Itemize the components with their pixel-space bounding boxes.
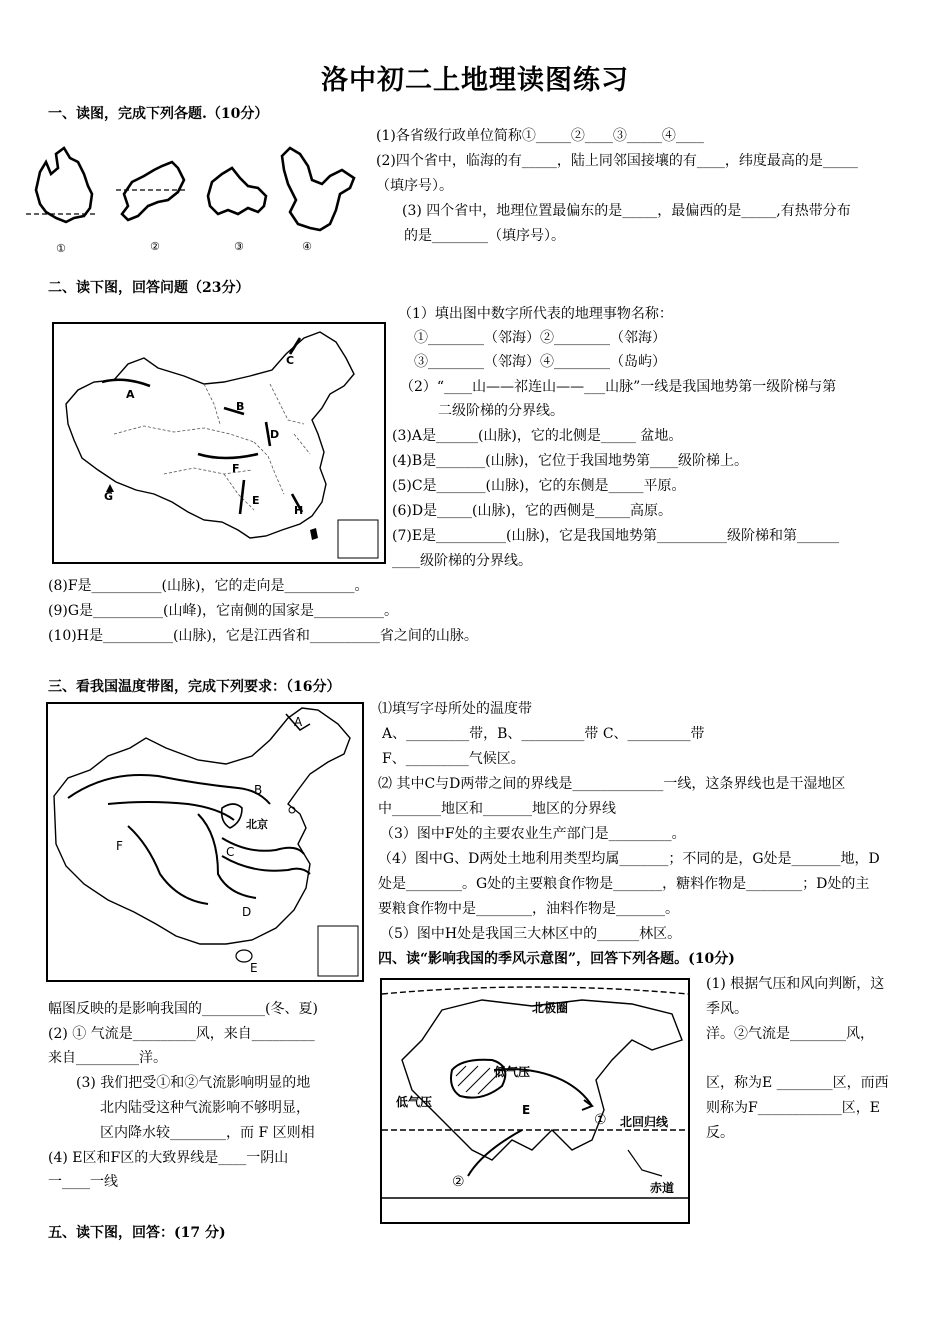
map2-label-g: G [104,490,114,503]
s3-q5: （5）图中H处是我国三大林区中的______林区。 [380,926,682,942]
s3-q2b: 中_______地区和_______地区的分界线 [378,801,616,817]
s4-r1: (1) 根据气压和风向判断，这 [706,976,885,992]
map3-label-f: F [116,839,123,853]
s2-q10: (10)H是__________(山脉)，它是江西省和__________省之间的山脉。 [48,628,478,644]
s1-q1: (1)各省级行政单位简称①_____②____③_____④____ [376,128,704,144]
map4-low-pressure-label-2: 低气压 [396,1095,433,1109]
province-shape-4 [282,148,354,230]
province-shape-2 [116,162,188,220]
s2-q1: （1）填出图中数字所代表的地理事物名称： [398,306,673,322]
s4-l6: 区内降水较________，而 F 区则相 [100,1125,315,1141]
s4-l1: 幅图反映的是影响我国的_________(冬、夏) [48,1001,318,1017]
s2-q8: (8)F是__________(山脉)，它的走向是__________。 [48,578,369,594]
section4-heading: 四、读“影响我国的季风示意图”，回答下列各题。(10分) [378,951,735,967]
s4-l7: (4) E区和F区的大致界线是____一阴山 [48,1150,289,1166]
s4-r4: 区，称为E ________区，而西 [706,1075,889,1091]
s3-q4c: 要粮食作物中是________，油料作物是_______。 [378,901,679,917]
map3-label-e: E [250,961,258,975]
s3-q1a: A、_________带，B、_________带 C、_________带 [382,726,705,742]
monsoon-map-drawing [382,980,688,1222]
s4-r2: 季风。 [706,1001,748,1017]
s2-q9: (9)G是__________(山峰)，它南侧的国家是__________。 [48,603,398,619]
map4-arctic-label: 北极圈 [532,1001,569,1015]
s1-q2: (2)四个省中，临海的有_____，陆上同邻国接壤的有____，纬度最高的是_____ [376,153,858,169]
map3-label-b: B [254,783,263,797]
map3-label-c: C [226,845,235,859]
s3-q4: （4）图中G、D两处土地利用类型均属_______；不同的是，G处是_______地，D [378,851,880,867]
shape-label-3: ③ [234,240,244,253]
monsoon-map [380,978,690,1224]
s3-q3: （3）图中F处的主要农业生产部门是_________。 [380,826,686,842]
map2-label-e: E [252,494,260,507]
s4-l4: (3) 我们把受①和②气流影响明显的地 [76,1075,311,1091]
china-mountains-map [52,322,386,564]
s3-q1b: F、_________气候区。 [382,751,525,767]
s4-l5: 北内陆受这种气流影响不够明显， [100,1100,310,1116]
s4-r3: 洋。②气流是________风， [706,1026,874,1042]
section2-heading: 二、读下图，回答问题（23分） [48,280,250,296]
s2-q7b: ____级阶梯的分界线。 [392,553,532,569]
section1-heading: 一、读图，完成下列各题.（10分） [48,106,269,122]
s2-q7: (7)E是__________(山脉)，它是我国地势第__________级阶梯和第______ [392,528,839,544]
map2-label-f: F [232,462,240,475]
s3-q2: ⑵ 其中C与D两带之间的界线是_____________一线，这条界线也是干湿地区 [378,776,846,792]
s2-q2: （2）“____山——祁连山——___山脉”一线是我国地势第一级阶梯与第 [400,379,837,395]
shape-label-1: ① [56,242,66,255]
s1-q3: (3) 四个省中，地理位置最偏东的是_____，最偏西的是_____,有热带分布 [402,203,851,219]
map4-tropic-label: 北回归线 [620,1115,669,1129]
page-title: 洛中初二上地理读图练习 [321,65,629,96]
map3-label-d: D [242,905,252,919]
temperature-zone-map-drawing [48,704,362,980]
map2-label-c: C [286,354,295,367]
s2-q6: (6)D是_____(山脉)，它的西侧是_____高原。 [392,503,672,519]
map4-e-label: E [522,1103,531,1117]
s4-r5: 则称为F____________区，E [706,1100,880,1116]
map4-equator-label: 赤道 [650,1181,675,1195]
s2-q4: (4)B是_______(山脉)，它位于我国地势第____级阶梯上。 [392,453,749,469]
china-mountains-map-drawing [54,324,384,562]
temperature-zone-map [46,702,364,982]
map4-low-pressure-label-1: 低气压 [494,1065,531,1079]
s4-r6: 反。 [706,1125,734,1141]
s3-q4b: 处是________。G处的主要粮食作物是_______，糖料作物是________；D处的主 [378,876,870,892]
province-shape-1 [26,148,98,222]
s3-q1: ⑴填写字母所处的温度带 [378,701,532,717]
s4-l2: (2) ① 气流是_________风，来自_________ [48,1026,315,1042]
map2-label-h: H [294,504,304,517]
map2-label-d: D [270,428,280,441]
s4-l8: 一____一线 [48,1174,118,1190]
section5-heading: 五、读下图，回答：(17 分) [48,1225,226,1241]
s1-q2b: （填序号）。 [376,178,453,194]
s2-q1b: ③________（邻海）④________（岛屿） [414,354,666,370]
section3-heading: 三、看我国温度带图，完成下列要求：（16分） [48,679,341,695]
s2-q1a: ①________（邻海）②________（邻海） [414,330,666,346]
s2-q2b: 二级阶梯的分界线。 [438,403,564,419]
map4-airflow-2-label: ② [452,1174,465,1190]
map2-label-a: A [126,388,135,401]
shape-label-2: ② [150,240,160,253]
s1-q3b: 的是________（填序号）。 [404,228,565,244]
province-shapes [26,140,376,260]
s2-q5: (5)C是_______(山脉)，它的东侧是_____平原。 [392,478,686,494]
province-shape-3 [208,168,266,214]
map4-airflow-1-label: ① [594,1112,607,1128]
map3-label-beijing: 北京 [246,818,268,831]
shape-label-4: ④ [302,240,312,253]
s4-l3: 来自_________洋。 [48,1050,167,1066]
map3-label-a: A [294,715,303,729]
map2-label-b: B [236,400,245,413]
s2-q3: (3)A是______(山脉)，它的北侧是_____ 盆地。 [392,428,683,444]
